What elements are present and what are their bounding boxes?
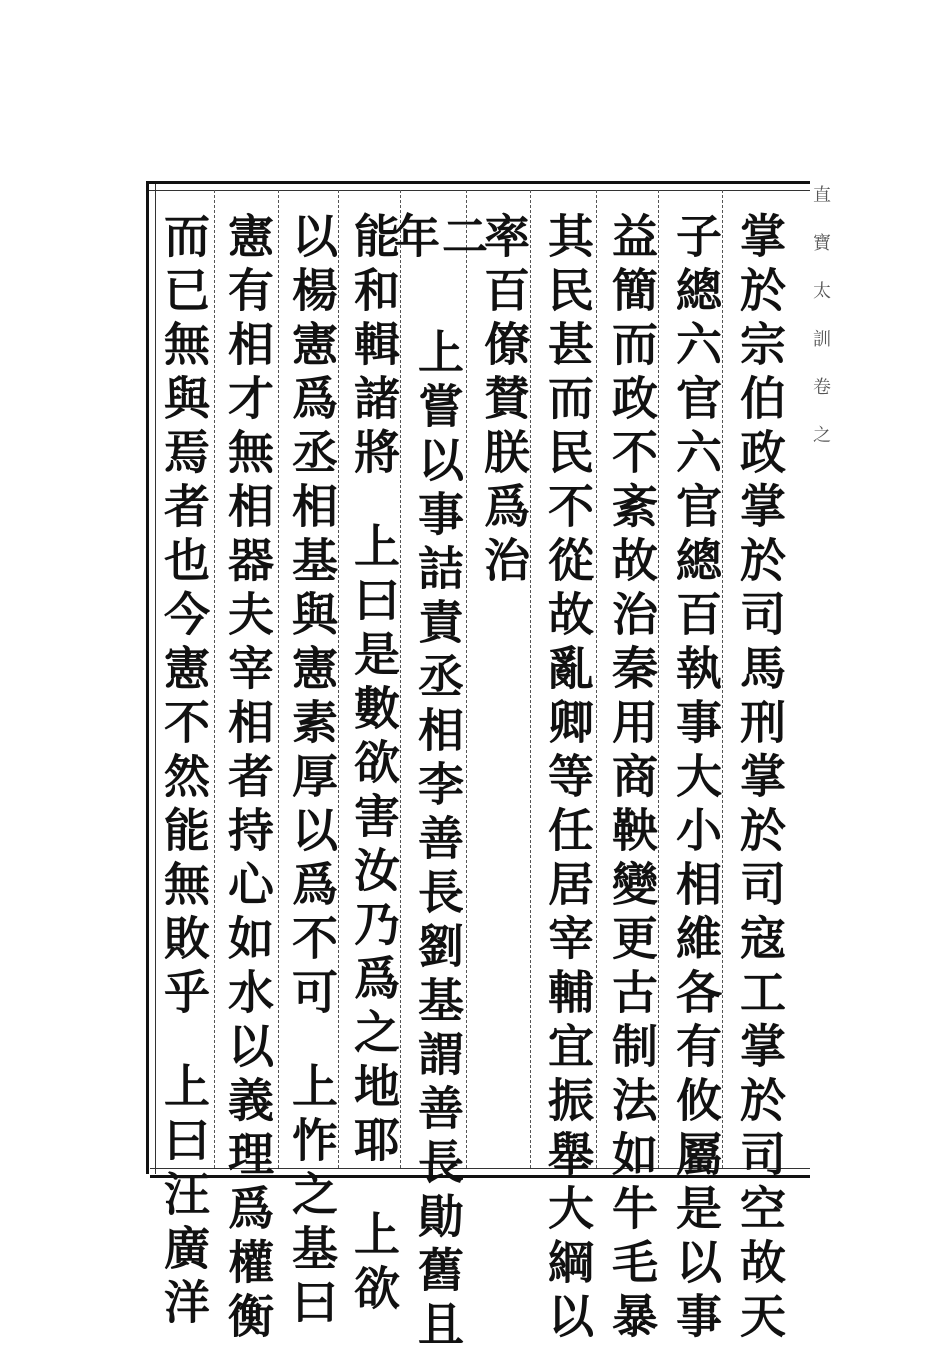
text-column-2: [668, 212, 724, 1346]
text-column-6: [387, 212, 489, 1354]
column-segment: 上怍之基曰: [285, 1062, 339, 1332]
page-edge-title: 直寶太訓卷之: [810, 185, 831, 473]
column-segment: 其民甚而民不從故亂卿等任居宰輔宜振舉大綱以: [541, 212, 595, 1346]
column-segment: 上欲: [347, 1210, 401, 1318]
column-segment: 能和輯諸將: [347, 212, 401, 482]
text-column-4: [540, 212, 596, 1346]
column-segment: 掌於宗伯政掌於司馬刑掌於司寇工掌於司空故天: [733, 212, 787, 1346]
column-segment: 上曰是數欲害汝乃爲之地耶: [347, 522, 401, 1170]
column-rule: [278, 190, 279, 1168]
text-column-1: [732, 212, 788, 1346]
column-segment: 子總六官六官總百執事大小相維各有攸屬是以事: [669, 212, 723, 1346]
column-segment: 上曰汪廣洋: [157, 1062, 211, 1332]
column-segment: 益簡而政不紊故治秦用商鞅變更古制法如牛毛暴: [605, 212, 659, 1346]
column-segment: 率百僚賛朕爲治: [477, 212, 531, 590]
column-rule: [596, 190, 597, 1168]
column-segment: 二年: [387, 212, 489, 266]
frame-left-border: [146, 184, 156, 1174]
text-column-10: [156, 212, 212, 1332]
text-column-7: [346, 212, 402, 1318]
column-segment: 以楊憲爲丞相基與憲素厚以爲不可: [285, 212, 339, 1022]
column-rule: [466, 190, 467, 1168]
frame-top-border: [146, 181, 810, 191]
text-column-3: [604, 212, 660, 1346]
column-segment: 憲有相才無相器夫宰相者持心如水以義理爲權衡: [221, 212, 275, 1346]
column-segment: 上嘗以事詰責丞相李善長劉基謂善長勛舊且: [411, 328, 465, 1354]
column-rule: [214, 190, 215, 1168]
column-segment: 而已無與焉者也今憲不然能無敗乎: [157, 212, 211, 1022]
text-column-8: [284, 212, 340, 1332]
text-column-9: [220, 212, 276, 1346]
